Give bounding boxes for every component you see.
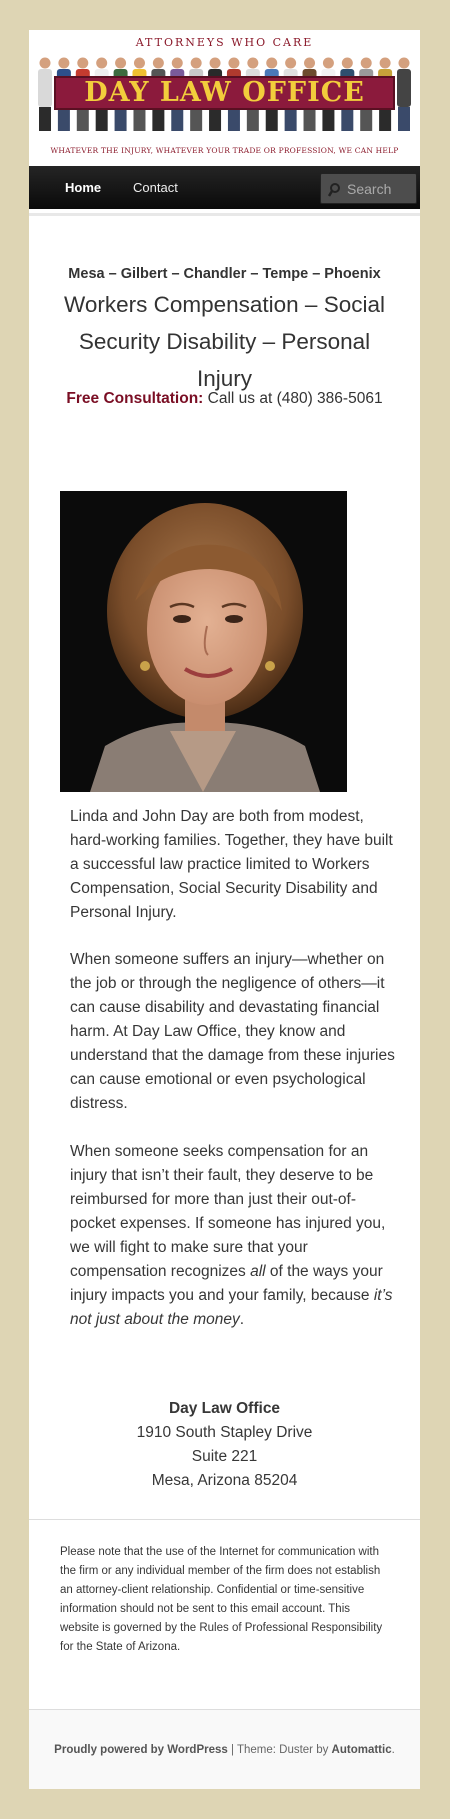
nav-divider bbox=[29, 213, 420, 216]
consultation-label: Free Consultation: bbox=[66, 390, 204, 407]
address-line-1: 1910 South Stapley Drive bbox=[136, 1424, 313, 1441]
search-input[interactable] bbox=[347, 174, 415, 203]
about-paragraph-2: When someone suffers an injury—whether on the job or through the negligence of others—it can cause disability and devastating financial harm. At Day Law Office, they know and understand that the damage from these injuries can cause emotional or even psychological distress. bbox=[70, 951, 395, 1112]
footer-period: . bbox=[391, 1744, 395, 1756]
header-banner[interactable] bbox=[29, 30, 420, 164]
consultation-phone: Call us at (480) 386-5061 bbox=[203, 390, 383, 407]
nav-contact[interactable]: Contact bbox=[133, 180, 178, 195]
p3-emphasis-money: it’s not just about the money bbox=[70, 1287, 393, 1328]
wordpress-link[interactable]: Proudly powered by WordPress bbox=[54, 1744, 228, 1756]
banner-tagline: ATTORNEYS WHO CARE bbox=[135, 36, 314, 49]
search-box[interactable] bbox=[320, 173, 417, 204]
p3-text-a: When someone seeks compensation for an injury that isn’t their fault, they deserve to be reimbursed for more than just their out-of-pocket expenses. If someone has injured you, we will fight to make sure that your compensation recognizes bbox=[70, 1143, 386, 1280]
about-paragraph-1: Linda and John Day are both from modest, hard-working families. Together, they have built a successful law practice limited to Workers Compensation, Social Security Disability and Personal Injury. bbox=[70, 808, 393, 921]
address-line-2: Suite 221 bbox=[191, 1448, 258, 1465]
p3-emphasis-all: all bbox=[250, 1263, 266, 1280]
banner-sign-text: DAY LAW OFFICE bbox=[84, 77, 365, 108]
banner-subtitle: WHATEVER THE INJURY, WHATEVER YOUR TRADE OR PROFESSION, WE CAN HELP bbox=[50, 146, 399, 155]
search-icon bbox=[328, 183, 340, 197]
office-name: Day Law Office bbox=[168, 1400, 281, 1417]
main-nav bbox=[29, 166, 420, 209]
legal-disclaimer: Please note that the use of the Internet for communication with the firm or any individual member of the firm does not establish an attorney-client relationship. Confidential or time-sensitive information should not be sent to this email account. This website is governed by the Rules of Professional Responsibility for the State of Arizona. bbox=[60, 1546, 383, 1653]
practice-areas-heading: Workers Compensation – Social Security Disability – Personal Injury bbox=[64, 292, 385, 391]
p3-text-c: . bbox=[239, 1311, 245, 1328]
nav-home[interactable]: Home bbox=[65, 180, 102, 195]
consultation-line bbox=[29, 390, 420, 408]
service-cities: Mesa – Gilbert – Chandler – Tempe – Phoenix bbox=[68, 266, 381, 282]
footer-credits bbox=[29, 1710, 420, 1790]
p3-text-b: of the ways your injury impacts you and your family, because bbox=[70, 1263, 383, 1304]
banner-sign bbox=[54, 76, 395, 110]
attorney-portrait bbox=[60, 491, 347, 792]
content-divider bbox=[29, 1519, 420, 1520]
address-line-3: Mesa, Arizona 85204 bbox=[151, 1472, 298, 1489]
automattic-link[interactable]: Automattic bbox=[331, 1744, 392, 1756]
site-footer bbox=[29, 1709, 420, 1789]
page-container bbox=[29, 30, 420, 1789]
about-paragraph-3 bbox=[70, 1140, 395, 1332]
footer-theme-text: | Theme: Duster by bbox=[227, 1744, 332, 1756]
